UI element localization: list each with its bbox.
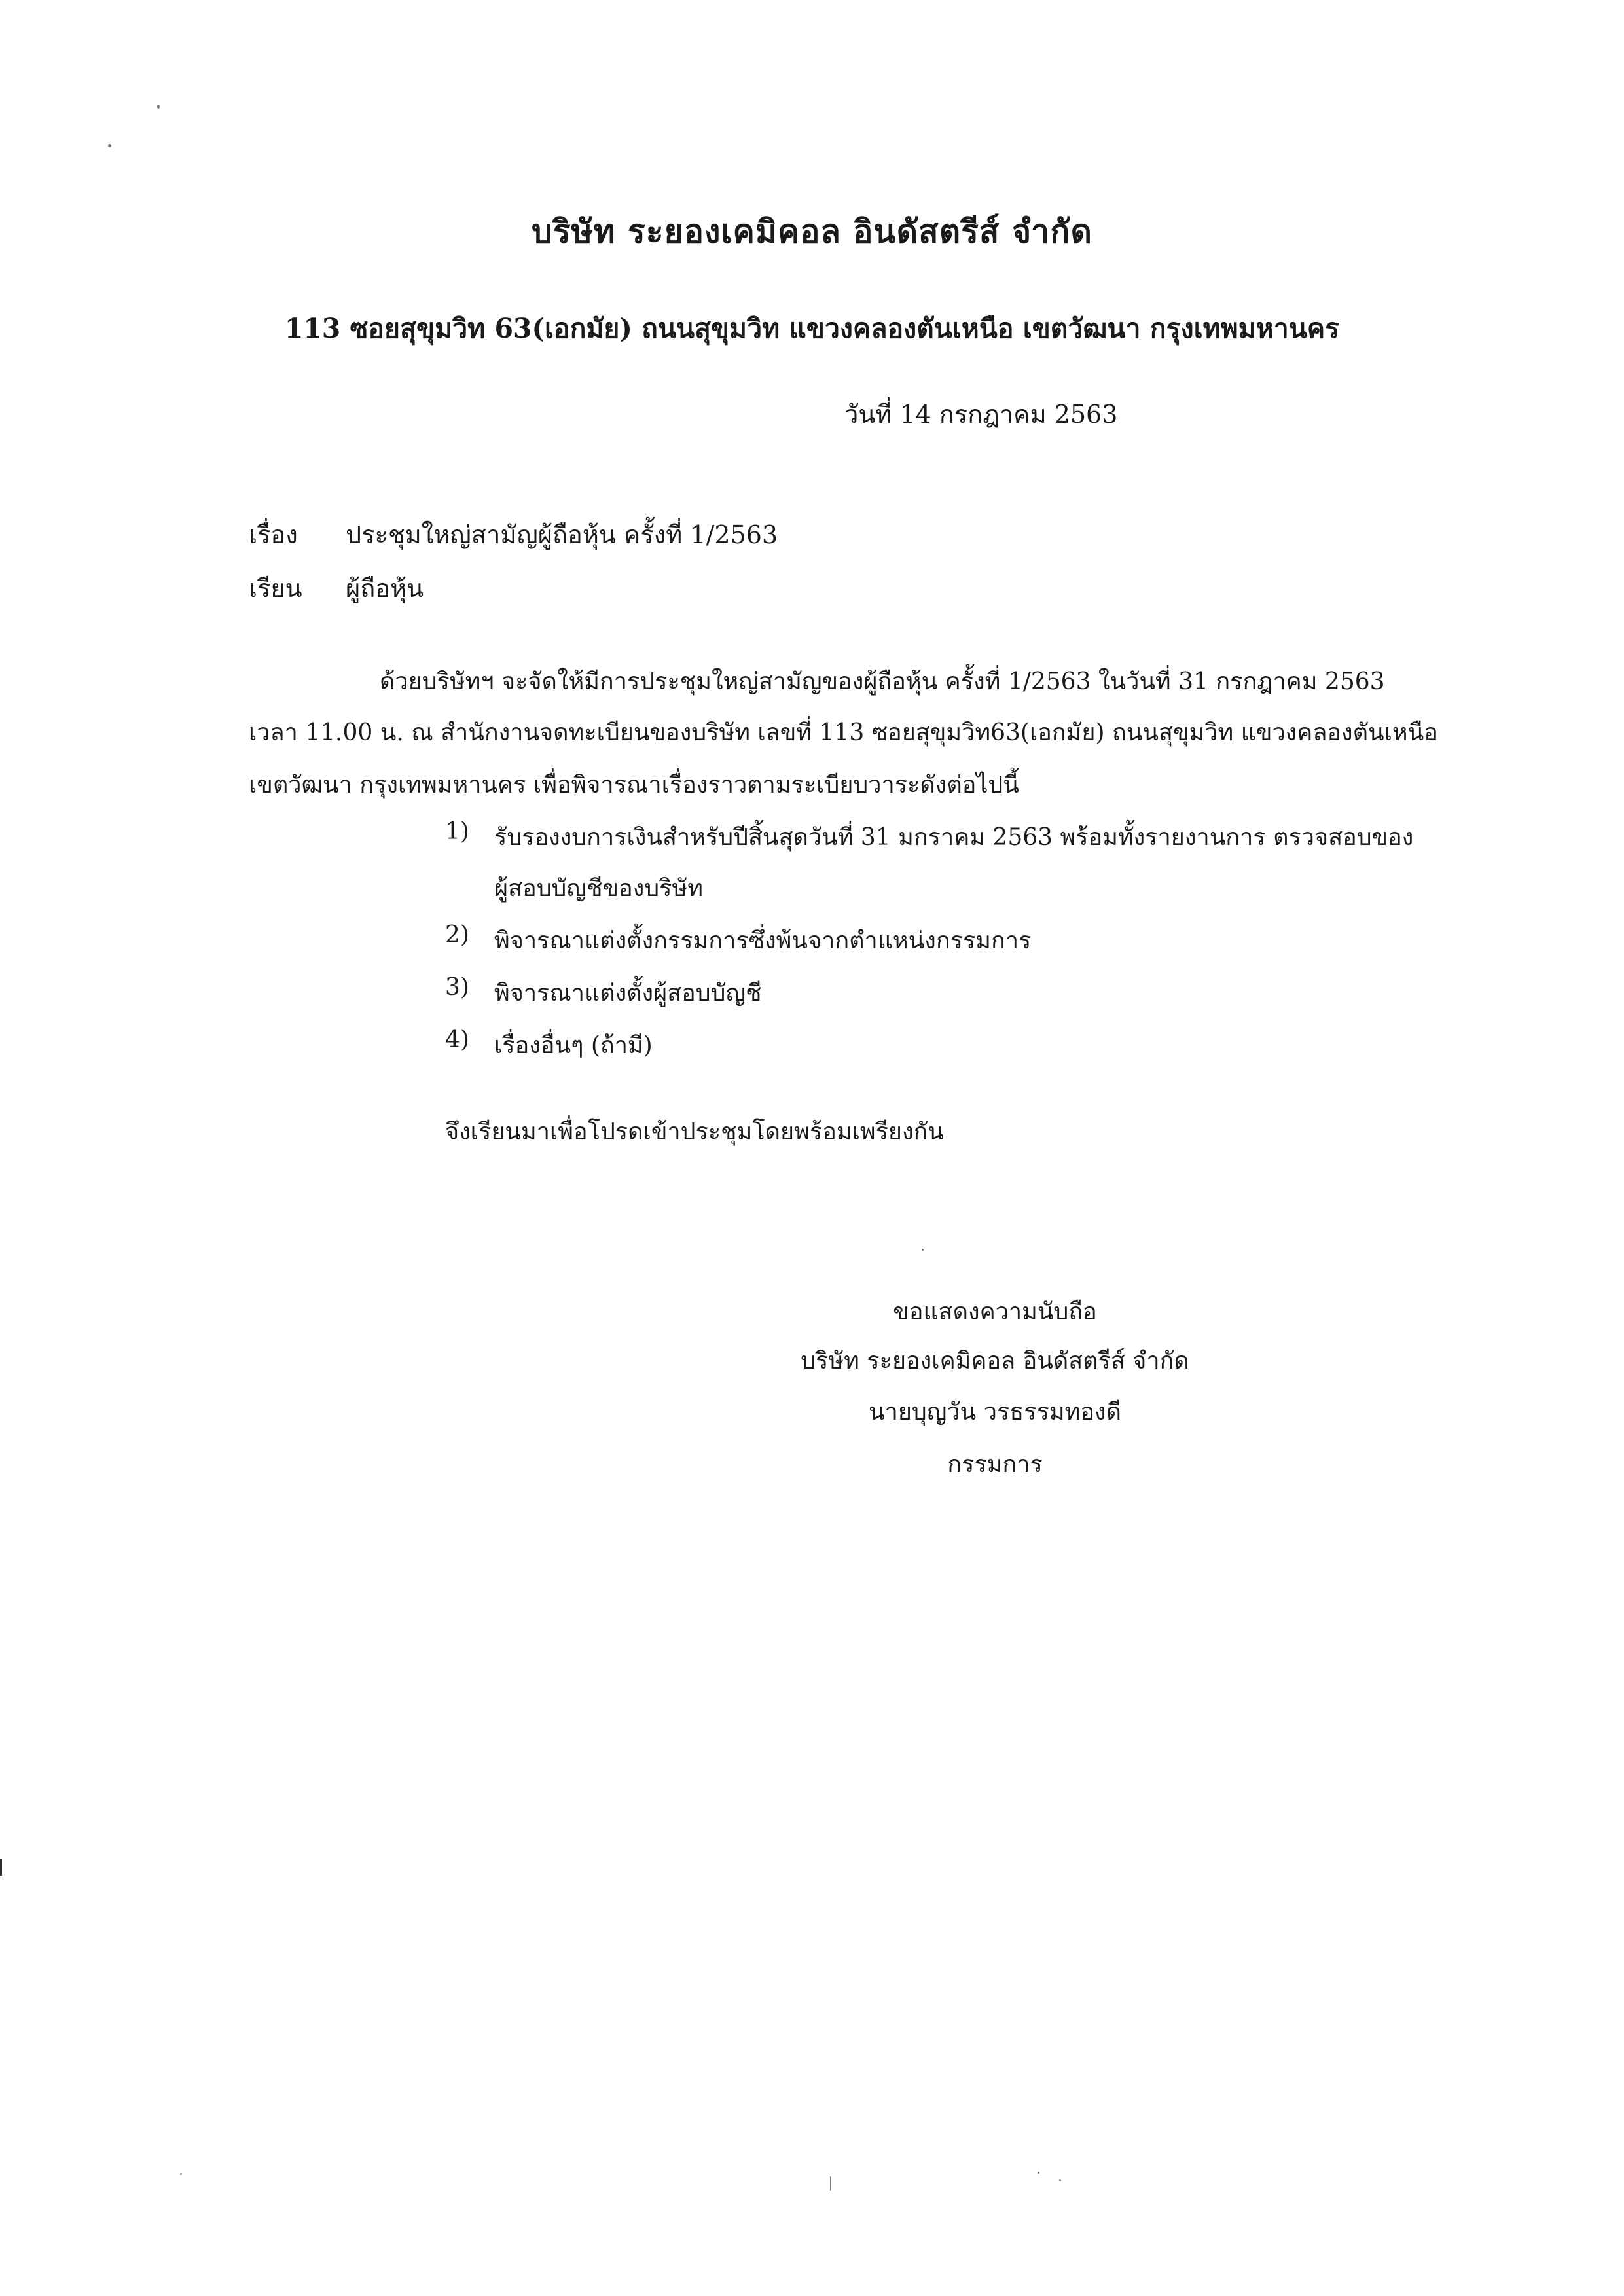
scan-speck [922, 1249, 924, 1251]
subject-text: ประชุมใหญ่สามัญผู้ถือหุ้น ครั้งที่ 1/2563 [346, 520, 778, 549]
closing-sentence: จึงเรียนมาเพื่อโปรดเข้าประชุมโดยพร้อมเพรียงกัน [445, 1119, 945, 1145]
company-address: 113 ซอยสุขุมวิท 63(เอกมัย) ถนนสุขุมวิท แขวงคลองตันเหนือ เขตวัฒนา กรุงเทพมหานคร [284, 313, 1340, 344]
agenda-item-1-text: รับรองงบการเงินสำหรับปีสิ้นสุดวันที่ 31 มกราคม 2563 พร้อมทั้งรายงานการ ตรวจสอบของ [494, 824, 1414, 851]
scan-speck [830, 2176, 831, 2191]
signature-regards: ขอแสดงความนับถือ [893, 1299, 1097, 1325]
scan-speck [108, 144, 111, 147]
agenda-item-1-continuation: ผู้สอบบัญชีของบริษัท [494, 875, 703, 902]
agenda-item-2-number: 2) [445, 922, 469, 948]
body-line-3: เขตวัฒนา กรุงเทพมหานคร เพื่อพิจารณาเรื่องราวตามระเบียบวาระดังต่อไปนี้ [249, 772, 1019, 798]
signature-name: นายบุญวัน วรธรรมทองดี [869, 1399, 1121, 1426]
scan-speck [1038, 2172, 1039, 2174]
agenda-item-4-number: 4) [445, 1026, 469, 1053]
document-date: วันที่ 14 กรกฎาคม 2563 [844, 400, 1118, 429]
agenda-item-2-text: พิจารณาแต่งตั้งกรรมการซึ่งพ้นจากตำแหน่งกรรมการ [494, 927, 1032, 954]
scan-speck [1059, 2179, 1061, 2181]
agenda-item-3-text: พิจารณาแต่งตั้งผู้สอบบัญชี [494, 980, 762, 1007]
signature-company: บริษัท ระยองเคมิคอล อินดัสตรีส์ จำกัด [801, 1348, 1189, 1374]
agenda-item-4-text: เรื่องอื่นๆ (ถ้ามี) [494, 1032, 653, 1059]
company-name-heading: บริษัท ระยองเคมิคอล อินดัสตรีส์ จำกัด [532, 212, 1092, 251]
scan-speck [180, 2173, 182, 2175]
subject-label: เรื่อง [249, 520, 298, 549]
body-line-1: ด้วยบริษัทฯ จะจัดให้มีการประชุมใหญ่สามัญของผู้ถือหุ้น ครั้งที่ 1/2563 ในวันที่ 31 กรกฎาคม 2563 [380, 668, 1385, 695]
scan-speck [157, 105, 160, 109]
agenda-item-3-number: 3) [445, 974, 469, 1001]
signature-title: กรรมการ [947, 1451, 1043, 1478]
recipient-text: ผู้ถือหุ้น [346, 574, 424, 603]
recipient-label: เรียน [249, 574, 302, 603]
scan-edge-mark [0, 1859, 2, 1876]
body-line-2: เวลา 11.00 น. ณ สำนักงานจดทะเบียนของบริษัท เลขที่ 113 ซอยสุขุมวิท63(เอกมัย) ถนนสุขุมวิท แขวงคลองตันเหนือ [249, 719, 1438, 746]
agenda-item-1-number: 1) [445, 818, 469, 845]
